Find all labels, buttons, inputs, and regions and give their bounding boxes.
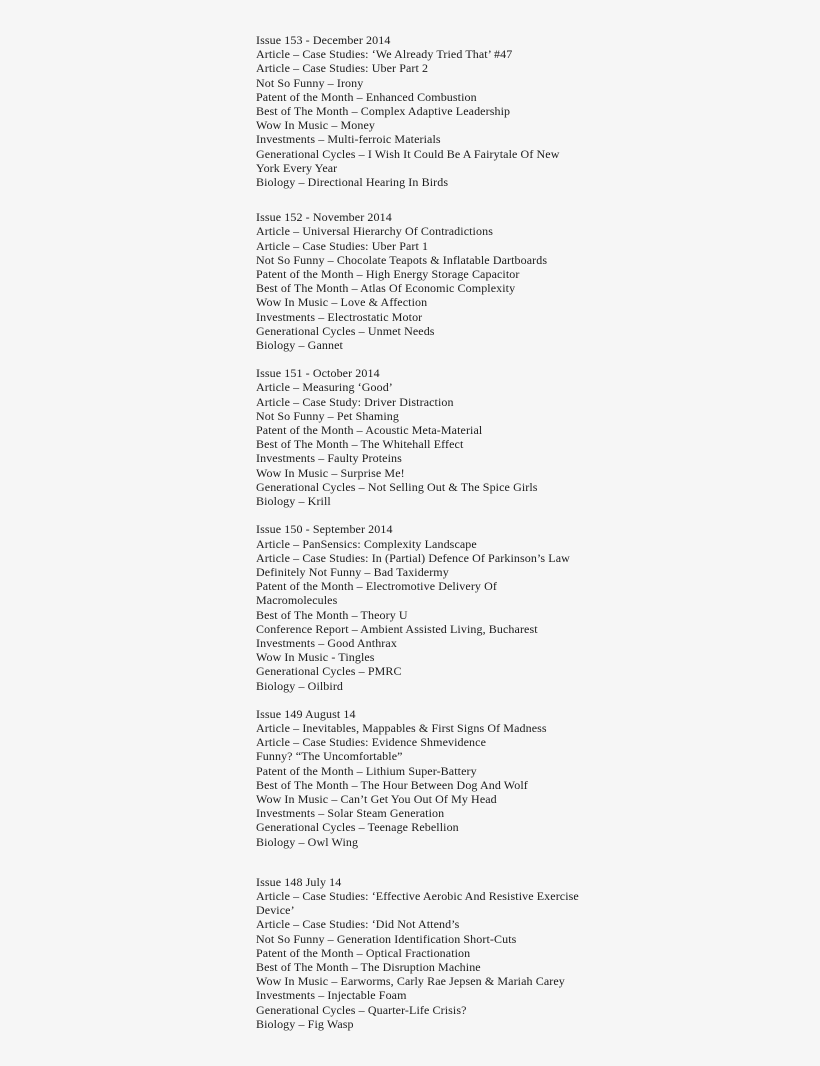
issue-section xyxy=(256,707,596,849)
toc-line: Article – Case Studies: Uber Part 2 xyxy=(256,61,429,76)
toc-line: Generational Cycles – Quarter-Life Crisis? xyxy=(256,1002,467,1017)
toc-line: Article – Case Studies: Uber Part 1 xyxy=(256,238,429,253)
document-page xyxy=(256,33,596,1031)
toc-line: Best of The Month – Atlas Of Economic Complexity xyxy=(256,281,516,296)
issue-header: Issue 149 August 14 xyxy=(256,706,356,721)
toc-line: Biology – Gannet xyxy=(256,338,343,353)
toc-line: Definitely Not Funny – Bad Taxidermy xyxy=(256,564,449,579)
issue-header: Issue 151 - October 2014 xyxy=(256,366,380,381)
toc-line: Investments – Electrostatic Motor xyxy=(256,309,423,324)
toc-line: Best of The Month – Complex Adaptive Leadership xyxy=(256,104,511,119)
toc-line: Device’ xyxy=(256,903,295,918)
toc-line: Patent of the Month – Optical Fractionation xyxy=(256,945,471,960)
toc-line: Biology – Krill xyxy=(256,494,331,509)
issue-header: Issue 153 - December 2014 xyxy=(256,33,391,47)
issue-section xyxy=(256,33,596,189)
toc-line: Best of The Month – The Hour Between Dog And Wolf xyxy=(256,777,528,792)
toc-line: Patent of the Month – High Energy Storage Capacitor xyxy=(256,267,520,282)
toc-line: Article – Case Studies: ‘Did Not Attend’s xyxy=(256,917,460,932)
toc-line: Generational Cycles – I Wish It Could Be A Fairytale Of New xyxy=(256,146,560,161)
toc-line: Patent of the Month – Electromotive Delivery Of xyxy=(256,579,497,594)
toc-line: Patent of the Month – Acoustic Meta-Material xyxy=(256,423,483,438)
toc-line: Investments – Injectable Foam xyxy=(256,988,407,1003)
issue-header: Issue 150 - September 2014 xyxy=(256,522,393,537)
toc-line: Generational Cycles – PMRC xyxy=(256,664,402,679)
issue-section xyxy=(256,875,596,1031)
toc-line: Wow In Music – Earworms, Carly Rae Jepsen & Mariah Carey xyxy=(256,974,565,989)
toc-line: Wow In Music – Can’t Get You Out Of My Head xyxy=(256,791,497,806)
toc-line: Not So Funny – Pet Shaming xyxy=(256,408,399,423)
issue-section xyxy=(256,522,596,692)
toc-line: Investments – Faulty Proteins xyxy=(256,451,402,466)
toc-line: Article – Case Studies: In (Partial) Defence Of Parkinson’s Law xyxy=(256,550,570,565)
issue-header: Issue 152 - November 2014 xyxy=(256,210,392,225)
toc-line: Patent of the Month – Lithium Super-Battery xyxy=(256,763,477,778)
toc-line: Not So Funny – Generation Identification Short-Cuts xyxy=(256,931,517,946)
toc-line: Best of The Month – The Whitehall Effect xyxy=(256,437,464,452)
toc-line: Article – Inevitables, Mappables & First Signs Of Madness xyxy=(256,720,547,735)
toc-line: Not So Funny – Chocolate Teapots & Inflatable Dartboards xyxy=(256,252,548,267)
toc-line: Investments – Solar Steam Generation xyxy=(256,806,445,821)
issue-section xyxy=(256,210,596,352)
toc-line: Biology – Oilbird xyxy=(256,678,344,693)
toc-line: Generational Cycles – Unmet Needs xyxy=(256,323,435,338)
toc-line: Generational Cycles – Teenage Rebellion xyxy=(256,820,459,835)
toc-line: Biology – Owl Wing xyxy=(256,834,359,849)
toc-line: Conference Report – Ambient Assisted Living, Bucharest xyxy=(256,621,538,636)
toc-line: Article – PanSensics: Complexity Landscape xyxy=(256,536,477,551)
toc-line: Investments – Good Anthrax xyxy=(256,635,397,650)
toc-line: Funny? “The Uncomfortable” xyxy=(256,749,403,764)
toc-line: Biology – Fig Wasp xyxy=(256,1016,354,1031)
toc-line: Not So Funny – Irony xyxy=(256,75,364,90)
toc-line: Biology – Directional Hearing In Birds xyxy=(256,175,449,190)
toc-line: York Every Year xyxy=(256,160,338,175)
toc-line: Article – Universal Hierarchy Of Contradictions xyxy=(256,224,493,239)
toc-line: Investments – Multi-ferroic Materials xyxy=(256,132,441,147)
toc-line: Article – Case Studies: ‘We Already Tried That’ #47 xyxy=(256,47,513,62)
toc-line: Article – Case Studies: ‘Effective Aerobic And Resistive Exercise xyxy=(256,888,579,903)
toc-line: Wow In Music – Love & Affection xyxy=(256,295,428,310)
toc-line: Article – Measuring ‘Good’ xyxy=(256,380,393,395)
issues-list xyxy=(256,33,596,1031)
toc-line: Best of The Month – The Disruption Machine xyxy=(256,959,481,974)
toc-line: Patent of the Month – Enhanced Combustion xyxy=(256,89,477,104)
issue-section xyxy=(256,366,596,508)
toc-line: Best of The Month – Theory U xyxy=(256,607,408,622)
toc-line: Wow In Music - Tingles xyxy=(256,650,375,665)
toc-line: Wow In Music – Surprise Me! xyxy=(256,465,405,480)
toc-line: Generational Cycles – Not Selling Out & The Spice Girls xyxy=(256,479,538,494)
toc-line: Article – Case Study: Driver Distraction xyxy=(256,394,454,409)
toc-line: Wow In Music – Money xyxy=(256,118,376,133)
toc-line: Article – Case Studies: Evidence Shmevidence xyxy=(256,735,487,750)
toc-line: Macromolecules xyxy=(256,593,338,608)
issue-header: Issue 148 July 14 xyxy=(256,874,342,889)
